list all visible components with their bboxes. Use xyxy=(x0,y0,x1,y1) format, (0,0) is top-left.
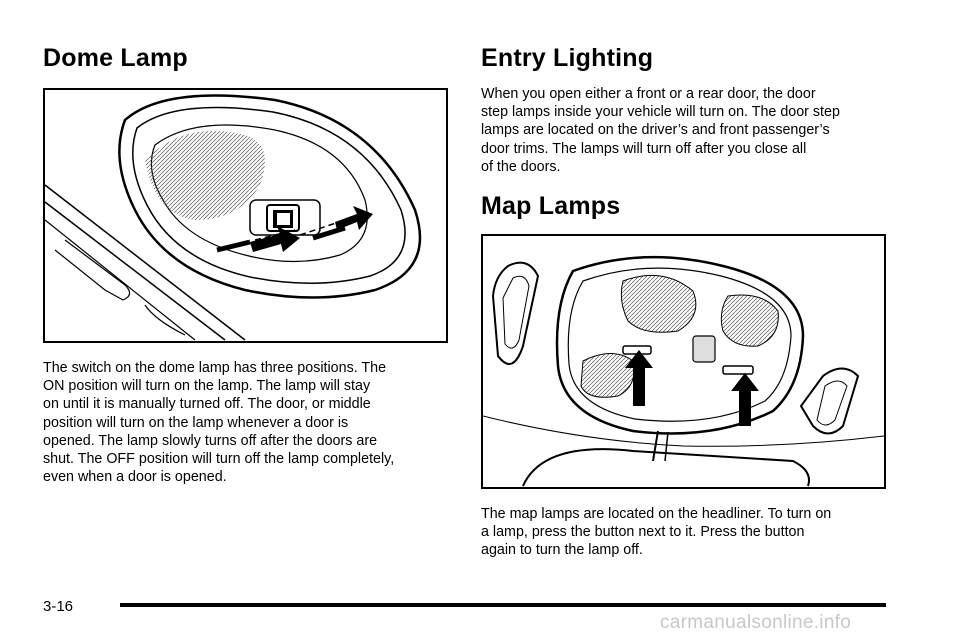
map-lamps-figure xyxy=(481,234,886,489)
dome-lamp-heading: Dome Lamp xyxy=(43,44,188,72)
page-number: 3-16 xyxy=(43,598,74,615)
watermark: carmanualsonline.info xyxy=(660,612,852,633)
map-lamps-heading: Map Lamps xyxy=(481,192,621,220)
entry-lighting-heading: Entry Lighting xyxy=(481,44,654,72)
dome-lamp-illustration xyxy=(45,90,446,341)
entry-lighting-text: When you open either a front or a rear door, the door step lamps inside your vehicle will turn on. The door step lamps are located on the driver’s and front passenger’s door trims. The lamps will turn off after you close all of the doors. xyxy=(481,86,840,175)
map-lamps-text: The map lamps are located on the headliner. To turn on a lamp, press the button next to it. Press the button again to turn the lamp off. xyxy=(481,506,832,559)
dome-lamp-text: The switch on the dome lamp has three positions. The ON position will turn on the lamp. The lamp will stay on until it is manually turned off. The door, or middle position will turn on the lamp whenever a door is opened. The lamp slowly turns off after the doors are shut. The OFF position will turn off the lamp completely, even when a door is opened. xyxy=(43,360,395,486)
map-lamps-illustration xyxy=(483,236,884,487)
dome-lamp-figure xyxy=(43,88,448,343)
footer-rule xyxy=(120,603,886,607)
